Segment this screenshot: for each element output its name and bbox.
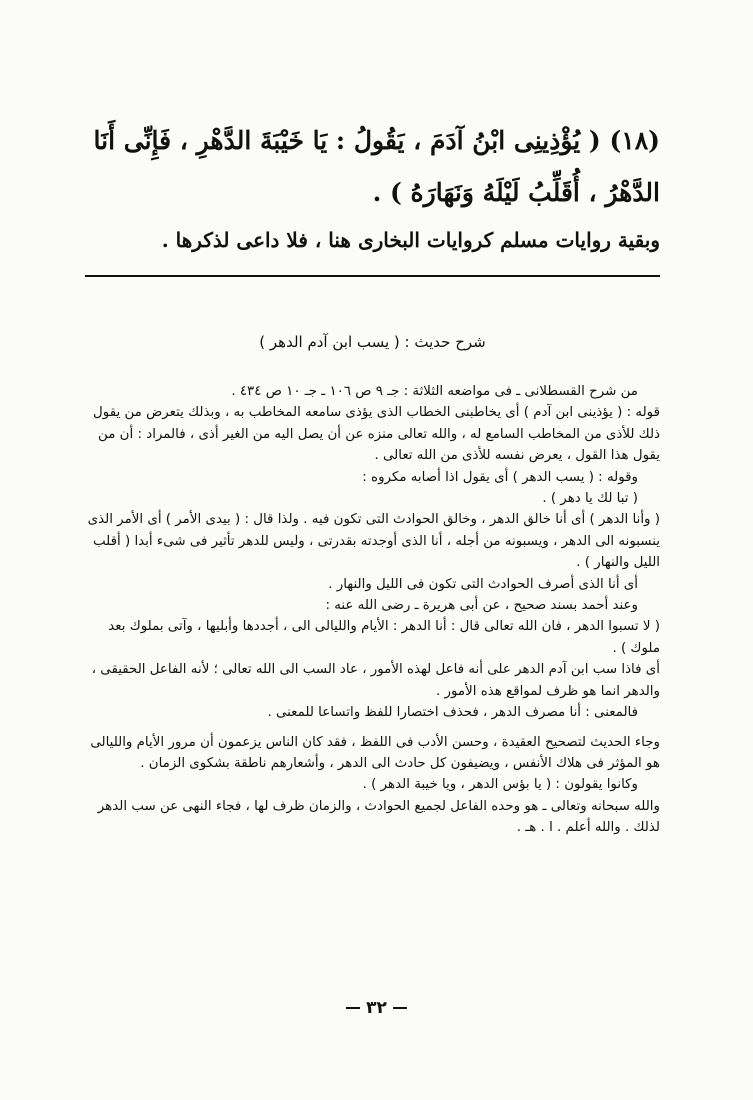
paragraph-6: وعند أحمد بسند صحيح ، عن أبى هريرة ـ رضى الله عنه : <box>325 598 638 614</box>
explanation-title: شرح حديث : ( يسب ابن آدم الدهر ) <box>259 333 486 351</box>
paragraph-2: وقوله : ( يسب الدهر ) أى يقول اذا أصابه مكروه : <box>362 469 638 485</box>
paragraph-7: ( لا تسبوا الدهر ، فان الله تعالى قال : أنا الدهر : الأيام والليالى الى ، أجددها وأبليها ، وآتى بملوك بعد ملوك ) . <box>108 619 660 656</box>
section-divider <box>85 275 660 277</box>
page-number: ٣٢ <box>0 998 753 1018</box>
paragraph-12: والله سبحانه وتعالى ـ هو وحده الفاعل لجميع الحوادث ، والزمان ظرف لها ، فجاء النهى عن سب الدهر لذلك . والله أعلم . ا . هـ . <box>97 798 660 836</box>
hadith-text <box>85 115 660 219</box>
paragraph-5: أى أنا الذى أصرف الحوادث التى تكون فى الليل والنهار . <box>328 576 638 592</box>
paragraph-8: أى فاذا سب ابن آدم الدهر على أنه فاعل لهذه الأمور ، عاد السب الى الله تعالى ؛ لأنه الفاعل الحقيقى ، والدهر انما هو ظرف لمواقع هذه الأمور . <box>91 662 660 699</box>
paragraph-1: قوله : ( يؤذينى ابن آدم ) أى يخاطبنى الخطاب الذى يؤذى سامعه المخاطب به ، وبذلك يتعرض من يقول ذلك للأذى من المخاطب السامع له ، والله تعالى منزه عن أن يصل اليه من الغير أذى ، فالمراد : أن من يقول هذا القول ، يعرض نفسه للأذى من الله تعالى . <box>93 405 660 464</box>
hadith-line-2: الدَّهْرُ ، أُقَلِّبُ لَيْلَهُ وَنَهَارَهُ ) . <box>372 178 660 207</box>
paragraph-11: وكانوا يقولون : ( يا بؤس الدهر ، ويا خيبة الدهر ) . <box>362 777 638 793</box>
paragraph-10: وجاء الحديث لتصحيح العقيدة ، وحسن الأدب فى اللفظ ، فقد كان الناس يزعمون أن مرور الأيام والليالى هو المؤثر فى هلاك الأنفس ، ويضيفون كل حادث الى الدهر ، وأشعارهم ناطقة بشكوى الزمان . <box>90 734 660 771</box>
hadith-line-1: (١٨) ( يُؤْذِينِى ابْنُ آدَمَ ، يَقُولُ : يَا خَيْبَةَ الدَّهْرِ ، فَإِنِّى أَنَا <box>93 126 660 155</box>
source-line: من شرح القسطلانى ـ فى مواضعه الثلاثة : جـ ٩ ص ١٠٦ ـ جـ ١٠ ص ٤٣٤ . <box>231 384 638 399</box>
paragraph-4: ( وأنا الدهر ) أى أنا خالق الدهر ، وخالق الحوادث التى تكون فيه . ولذا قال : ( بيدى الأمر ) أى الأمر الذى ينسبونه الى الدهر ، ويسبونه من أجله ، أنا الذى أوجدته بقدرتى ، وليس للدهر تأثير فى شىء أبدا ( أقلب الليل والنهار ) . <box>87 512 660 571</box>
paragraph-3: ( تبا لك يا دهر ) . <box>542 491 638 507</box>
page-content <box>85 115 660 839</box>
hadith-note: وبقية روايات مسلم كروايات البخارى هنا ، فلا داعى لذكرها . <box>161 228 660 252</box>
paragraph-9: فالمعنى : أنا مصرف الدهر ، فحذف اختصارا للفظ واتساعا للمعنى . <box>267 705 638 721</box>
explanation-body <box>85 381 660 839</box>
